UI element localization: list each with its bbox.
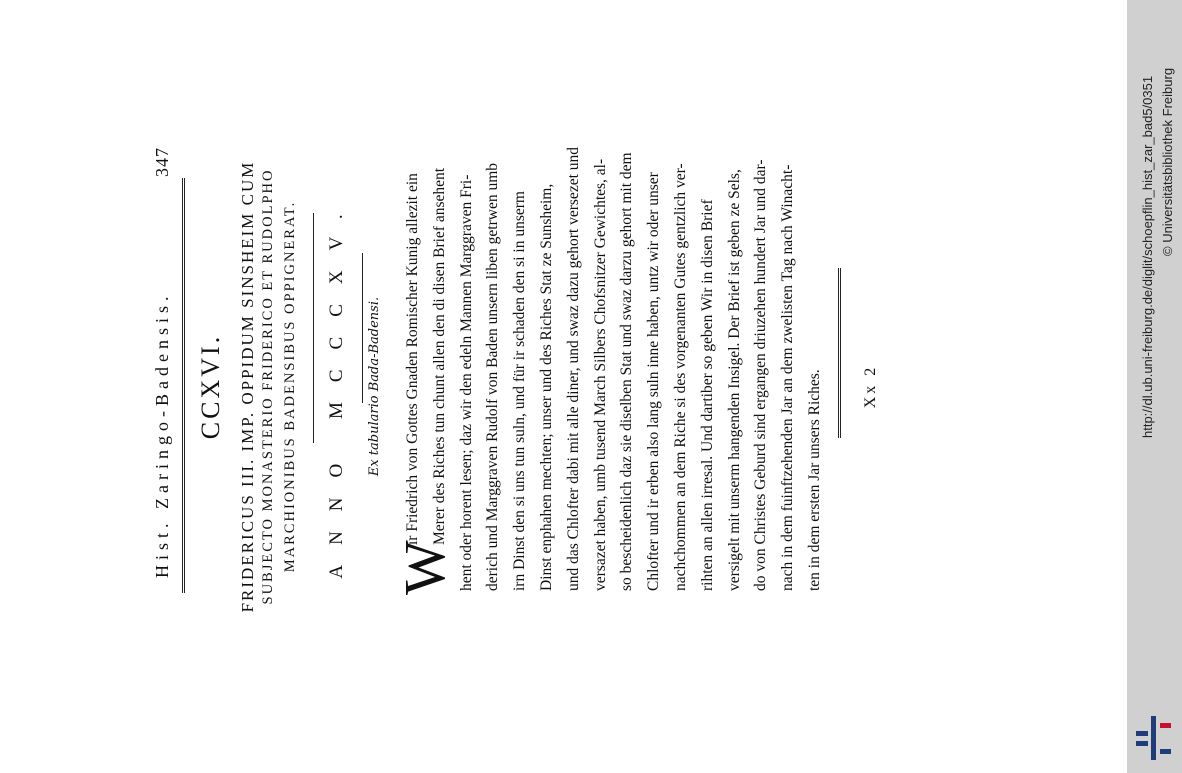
text-line: so bescheidenlich daz sie diselben Stat und swaz darzu gehort mit dem [618, 152, 636, 591]
subtitle-line-3: MARCHIONIBUS BADENSIBUS OPPIGNERAT. [282, 200, 298, 573]
text-line: Dinst enphahen mechten; unser und des Riches Stat ze Sunsheim, [538, 183, 555, 591]
text-line: Merer des Riches tun chunt allen den di disen Brief ansehent [430, 167, 448, 545]
text-line: Chlofter und ir erben also lang suln inne haben, untz wir oder unser [645, 172, 663, 591]
footer-text [1137, 0, 1175, 773]
text-line: derich und Marggraven Rudolf von Baden unsern liben getrwen umb [484, 162, 502, 591]
text-line: irn Dinst den si uns tun suln, und für ir schaden den si in unserm [511, 191, 529, 591]
document-number: CCXVI. [196, 333, 225, 440]
source-note: Ex tabulario Bada-Badensi. [367, 296, 382, 477]
library-logo-icon [1134, 714, 1174, 762]
text-line: nach in dem fuinftzehenden Jar an dem zwelisten Tag nach Winacht- [779, 164, 797, 591]
page-number: 347 [152, 147, 172, 177]
signature-mark: Xx 2 [862, 364, 879, 409]
text-line: ten in dem ersten Jar unsers Riches. [806, 369, 823, 591]
end-rule [838, 268, 841, 438]
header-rule [182, 178, 185, 593]
text-line: nachchommen an dem Riche si des vorgenanten Gutes gentzlich ver- [672, 163, 689, 591]
source-url[interactable]: http://dl.ub.uni-freiburg.de/diglit/schoepflin_hist_zar_bad5/0351 [1140, 75, 1155, 438]
subtitle-line-2: SUBJECTO MONASTERIO FRIDERICO ET RUDOLPHO [260, 168, 276, 605]
text-line: rihten an allen irresal. Und dartiber so geben Wir in disen Brief [698, 199, 716, 591]
drop-cap: W [392, 540, 457, 595]
text-line: hent oder horent lesen; daz wir den edeln Mannen Marggraven Fri- [457, 174, 475, 591]
running-title: Hist. Zaringo-Badensis. [152, 291, 172, 578]
subtitle-line-1: FRIDERICUS III. IMP. OPPIDUM SINSHEIM CUM [238, 160, 257, 613]
text-line: do von Christes Geburd sind ergangen driuzehen hundert Jar und dar- [752, 159, 770, 591]
text-line: und das Chlofter dabi mit alle diner, und swaz dazu gehort versezet und [564, 146, 582, 591]
copyright-text: © Universitätsbibliothek Freiburg [1160, 67, 1175, 256]
year-rule [362, 253, 363, 403]
text-line: ir Friedrich von Gottes Gnaden Romischer Kunig allezit ein [404, 173, 421, 545]
year-heading: ANNO MCCCXV. [326, 194, 347, 579]
text-line: versazet haben, umb tusend March Silbers Chofsnitzer Gewichtes, al- [591, 158, 609, 591]
text-line: versigelt mit unserm hangenden Insigel. Der Brief ist geben ze Sels, [725, 169, 743, 591]
title-rule [313, 213, 314, 443]
